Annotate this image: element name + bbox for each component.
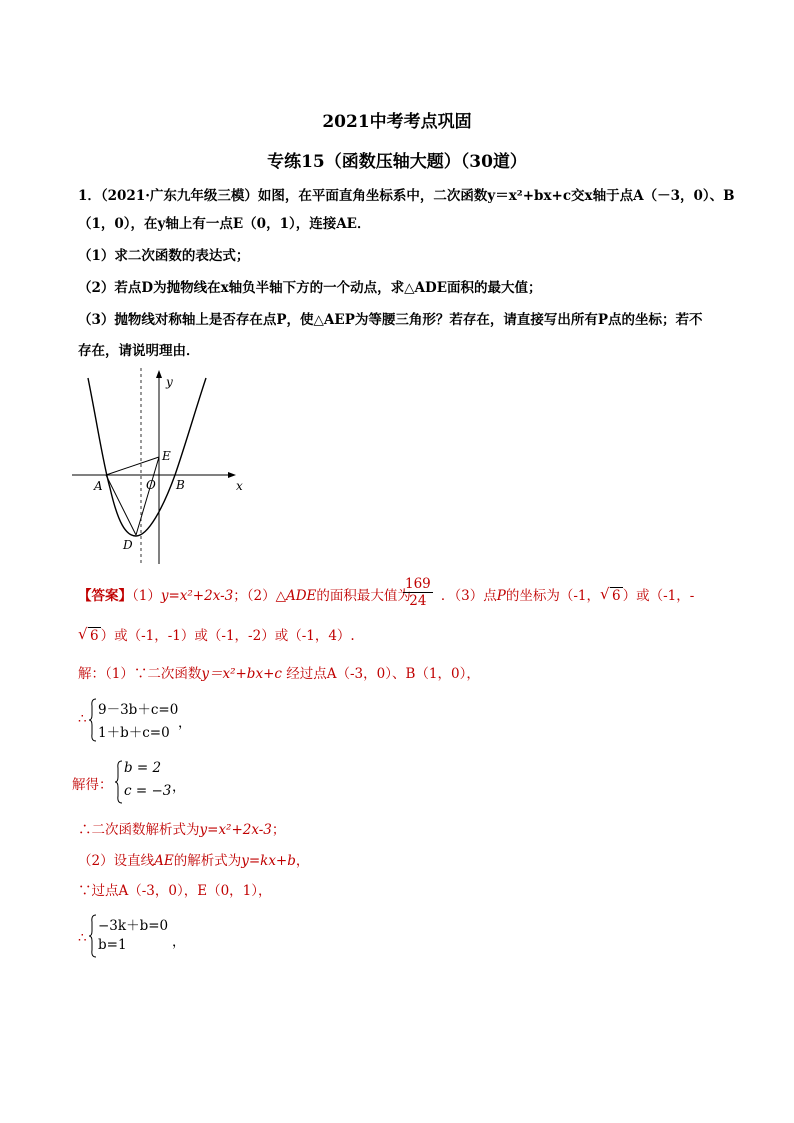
label-E: E: [162, 449, 171, 463]
equation-system-3: ∴ −3k＋b=0 b=1 ，: [78, 914, 278, 958]
label-B: B: [176, 478, 185, 492]
solution-line-5: （2）设直线AE的解析式为y=kx+b，: [78, 853, 310, 869]
segment-AD: [106, 475, 136, 535]
parabola-figure: [68, 368, 248, 568]
solution-line-4: ∴二次函数解析式为y=x²+2x-3；: [78, 822, 286, 838]
label-A: A: [94, 479, 103, 493]
x-axis-arrow: [228, 472, 236, 478]
answer-sqrt-6-a: √ 6: [600, 586, 623, 606]
label-y: y: [166, 375, 173, 389]
answer-tag: 【答案】: [78, 588, 132, 604]
answer-part1-prefix: （1）: [132, 588, 161, 604]
solution-line-1: 解：（1）∵二次函数y＝x²+bx+c 经过点A（-3，0）、B（1，0），: [78, 666, 480, 682]
answer-sqrt-6-b: √ 6: [78, 626, 101, 646]
answer-line-2: [78, 626, 355, 646]
answer-line-2-rest: ）或（-1，-1）或（-1，-2）或（-1，4）.: [100, 628, 355, 644]
question-part-3-line-2: 存在，请说明理由．: [78, 343, 200, 359]
segment-DE: [136, 457, 159, 535]
y-axis-arrow: [156, 370, 162, 378]
question-line-2: （1，0），在y轴上有一点E（0，1），连接AE．: [78, 216, 371, 232]
answer-part2-triangle: △ADE: [275, 588, 317, 604]
question-line-1: 1．（2021·广东九年级三模）如图，在平面直角坐标系中，二次函数y＝x²+bx+c交x轴于点A（－3，0）、B: [78, 188, 735, 204]
question-part-2: （2）若点D为抛物线在x轴负半轴下方的一个动点，求△ADE面积的最大值；: [78, 280, 542, 296]
answer-part2-text: 的面积最大值为: [316, 588, 411, 604]
question-part-3-line-1: （3）抛物线对称轴上是否存在点P，使△AEP为等腰三角形？若存在，请直接写出所有P点的坐标；若不: [78, 312, 703, 328]
answer-part3-prefix: ．（3）点: [440, 588, 497, 604]
label-O: O: [146, 478, 156, 492]
answer-part3-text: 的坐标为（-1，: [505, 588, 600, 604]
equation-system-1: ∴ 9－3b＋c=0 1＋b＋c=0 ，: [78, 698, 278, 742]
document-subtitle: 专练15（函数压轴大题）（30道）: [267, 152, 527, 172]
parabola-curve: [88, 378, 206, 536]
answer-part3-mid: ）或（-1，-: [622, 588, 695, 604]
segment-AE: [106, 457, 159, 475]
document-title: 2021中考考点巩固: [322, 112, 472, 132]
label-x: x: [236, 479, 243, 493]
solution-line-6: ∵过点A（-3，0），E（0，1），: [78, 883, 272, 899]
answer-part1-function: y=x²+2x-3: [160, 588, 234, 604]
answer-fraction-169-24: $\frac{169}{24}$: [405, 576, 431, 609]
label-D: D: [123, 538, 133, 552]
equation-system-2: 解得： b = 2 c = −3 ，: [72, 760, 272, 804]
answer-line-1: [78, 586, 694, 606]
answer-part3-P: P: [496, 588, 506, 604]
question-part-1: （1）求二次函数的表达式；: [78, 248, 250, 264]
answer-separator-1: ；（2）: [233, 588, 276, 604]
